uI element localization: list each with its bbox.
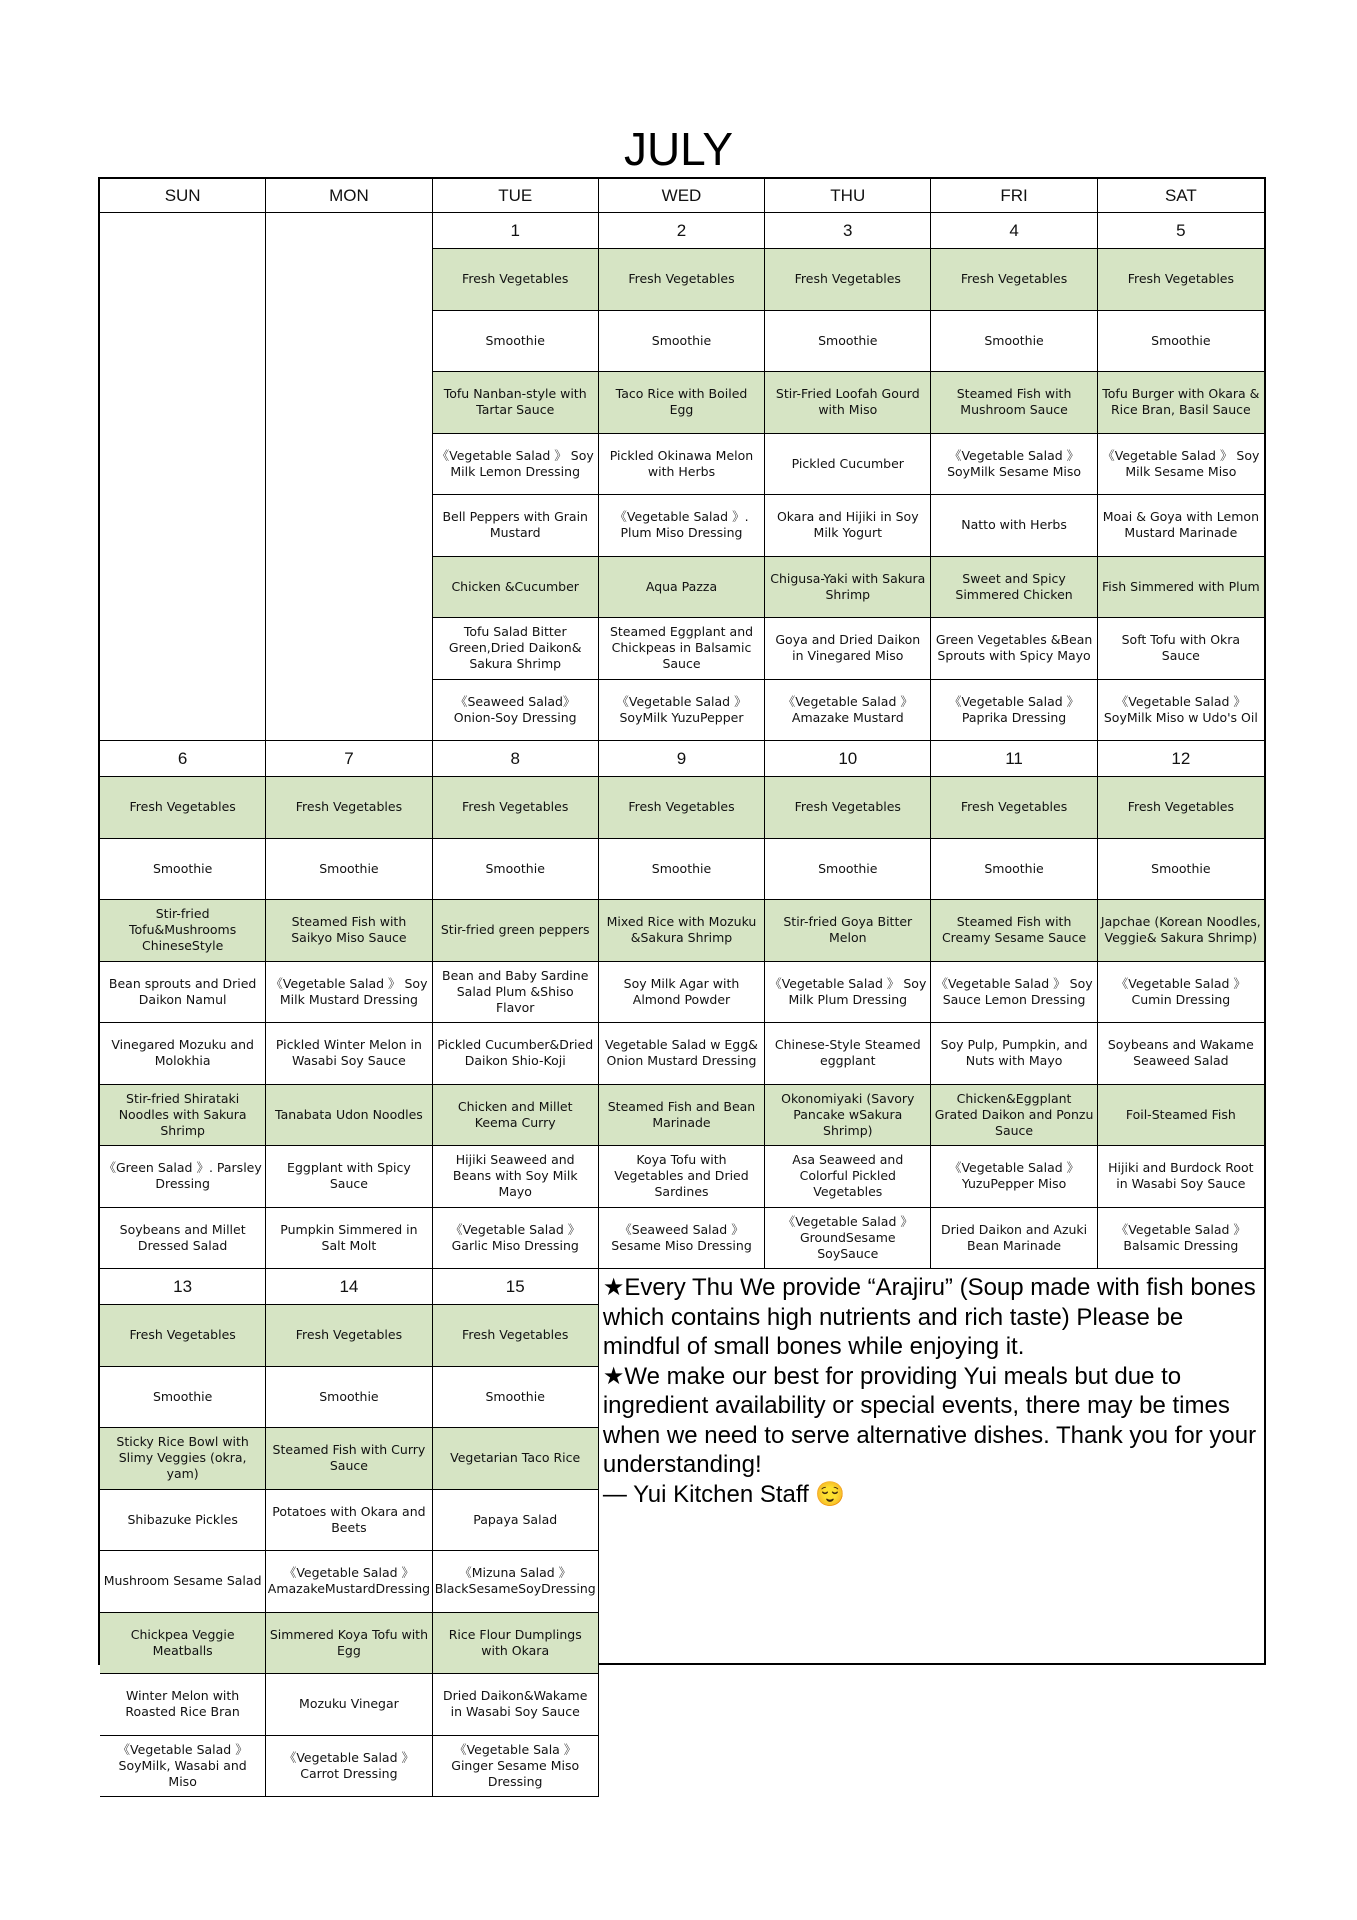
menu-item: Chicken&Eggplant Grated Daikon and Ponzu Sauce	[931, 1085, 1097, 1147]
menu-item: Tofu Salad Bitter Green,Dried Daikon& Sakura Shrimp	[433, 618, 599, 680]
menu-item: Shibazuke Pickles	[100, 1490, 266, 1552]
menu-item: Smoothie	[433, 839, 599, 901]
menu-item: Smoothie	[266, 839, 432, 901]
weekday-header-wed: WED	[599, 179, 765, 213]
menu-item: Tofu Nanban-style with Tartar Sauce	[433, 372, 599, 434]
weekday-header-fri: FRI	[931, 179, 1097, 213]
menu-item: Smoothie	[599, 839, 765, 901]
menu-item: Pumpkin Simmered in Salt Molt	[266, 1208, 432, 1270]
menu-item: Sweet and Spicy Simmered Chicken	[931, 557, 1097, 619]
menu-item: Soybeans and Wakame Seaweed Salad	[1098, 1023, 1264, 1085]
empty-day-cell	[266, 213, 432, 741]
menu-item: Fresh Vegetables	[1098, 249, 1264, 311]
menu-item: Moai & Goya with Lemon Mustard Marinade	[1098, 495, 1264, 557]
menu-item: 《Vegetable Salad 》 Soy Milk Mustard Dressing	[266, 962, 432, 1024]
menu-item: Fresh Vegetables	[100, 1305, 266, 1367]
day-number: 11	[931, 741, 1097, 777]
menu-item: 《Vegetable Salad 》. Plum Miso Dressing	[599, 495, 765, 557]
menu-item: Mushroom Sesame Salad	[100, 1551, 266, 1613]
menu-item: Steamed Fish with Curry Sauce	[266, 1428, 432, 1490]
menu-item: Fresh Vegetables	[266, 1305, 432, 1367]
menu-item: Fresh Vegetables	[433, 777, 599, 839]
menu-item: Fresh Vegetables	[931, 249, 1097, 311]
menu-item: Fresh Vegetables	[433, 249, 599, 311]
menu-item: 《Vegetable Salad 》 SoyMilk Sesame Miso	[931, 434, 1097, 496]
menu-item: 《Seaweed Salad 》 Sesame Miso Dressing	[599, 1208, 765, 1270]
menu-item: Vegetable Salad w Egg& Onion Mustard Dressing	[599, 1023, 765, 1085]
menu-item: Stir-Fried Loofah Gourd with Miso	[765, 372, 931, 434]
weekday-header-sun: SUN	[100, 179, 266, 213]
menu-item: Chicken and Millet Keema Curry	[433, 1085, 599, 1147]
menu-item: Pickled Cucumber	[765, 434, 931, 496]
menu-item: Fish Simmered with Plum	[1098, 557, 1264, 619]
menu-item: Sticky Rice Bowl with Slimy Veggies (okra, yam)	[100, 1428, 266, 1490]
menu-item: Tofu Burger with Okara & Rice Bran, Basil Sauce	[1098, 372, 1264, 434]
menu-item: 《Vegetable Salad 》 YuzuPepper Miso	[931, 1146, 1097, 1208]
menu-item: Vegetarian Taco Rice	[433, 1428, 599, 1490]
menu-item: Soybeans and Millet Dressed Salad	[100, 1208, 266, 1270]
menu-item: Steamed Fish and Bean Marinade	[599, 1085, 765, 1147]
menu-item: Hijiki and Burdock Root in Wasabi Soy Sauce	[1098, 1146, 1264, 1208]
menu-item: Pickled Winter Melon in Wasabi Soy Sauce	[266, 1023, 432, 1085]
menu-item: Mixed Rice with Mozuku &Sakura Shrimp	[599, 900, 765, 962]
menu-item: Koya Tofu with Vegetables and Dried Sardines	[599, 1146, 765, 1208]
day-number: 12	[1098, 741, 1264, 777]
menu-item: Potatoes with Okara and Beets	[266, 1490, 432, 1552]
menu-item: Vinegared Mozuku and Molokhia	[100, 1023, 266, 1085]
menu-item: Stir-fried green peppers	[433, 900, 599, 962]
menu-item: Smoothie	[433, 1367, 599, 1429]
menu-item: Dried Daikon and Azuki Bean Marinade	[931, 1208, 1097, 1270]
menu-item: Smoothie	[1098, 311, 1264, 373]
menu-item: Smoothie	[100, 1367, 266, 1429]
menu-item: Okonomiyaki (Savory Pancake wSakura Shrimp)	[765, 1085, 931, 1147]
menu-item: 《Vegetable Salad 》 SoyMilk Miso w Udo's Oil	[1098, 680, 1264, 742]
menu-item: 《Vegetable Salad 》 Balsamic Dressing	[1098, 1208, 1264, 1270]
menu-item: Steamed Eggplant and Chickpeas in Balsamic Sauce	[599, 618, 765, 680]
menu-item: 《Vegetable Salad 》 GroundSesame SoySauce	[765, 1208, 931, 1270]
day-number: 3	[765, 213, 931, 249]
menu-item: Foil-Steamed Fish	[1098, 1085, 1264, 1147]
weekday-header-tue: TUE	[433, 179, 599, 213]
menu-item: Japchae (Korean Noodles, Veggie& Sakura Shrimp)	[1098, 900, 1264, 962]
menu-item: Hijiki Seaweed and Beans with Soy Milk Mayo	[433, 1146, 599, 1208]
day-number: 5	[1098, 213, 1264, 249]
menu-item: Chicken &Cucumber	[433, 557, 599, 619]
day-number: 7	[266, 741, 432, 777]
day-number: 9	[599, 741, 765, 777]
menu-item: 《Green Salad 》. Parsley Dressing	[100, 1146, 266, 1208]
menu-item: Smoothie	[266, 1367, 432, 1429]
day-number: 2	[599, 213, 765, 249]
weekday-header-sat: SAT	[1098, 179, 1264, 213]
menu-item: 《Vegetable Salad 》 Soy Sauce Lemon Dressing	[931, 962, 1097, 1024]
menu-item: 《Vegetable Salad 》 Soy Milk Sesame Miso	[1098, 434, 1264, 496]
menu-item: 《Vegetable Salad 》 AmazakeMustardDressing	[266, 1551, 432, 1613]
menu-item: Fresh Vegetables	[266, 777, 432, 839]
day-number: 8	[433, 741, 599, 777]
menu-item: Soft Tofu with Okra Sauce	[1098, 618, 1264, 680]
weekday-header-thu: THU	[765, 179, 931, 213]
menu-item: Smoothie	[931, 839, 1097, 901]
note-arajiru: ★Every Thu We provide “Arajiru” (Soup made with fish bones which contains high nutrients and rich taste) Please be mindful of small bones while enjoying it.	[602, 1274, 1256, 1360]
menu-item: 《Vegetable Salad 》 Amazake Mustard	[765, 680, 931, 742]
menu-item: 《Vegetable Sala 》 Ginger Sesame Miso Dressing	[433, 1736, 599, 1798]
menu-item: Soy Milk Agar with Almond Powder	[599, 962, 765, 1024]
menu-item: Dried Daikon&Wakame in Wasabi Soy Sauce	[433, 1674, 599, 1736]
menu-item: 《Mizuna Salad 》 BlackSesameSoyDressing	[433, 1551, 599, 1613]
menu-item: Fresh Vegetables	[599, 777, 765, 839]
menu-item: 《Vegetable Salad 》 Garlic Miso Dressing	[433, 1208, 599, 1270]
day-number: 14	[266, 1269, 432, 1305]
menu-item: Natto with Herbs	[931, 495, 1097, 557]
month-title: JULY	[623, 123, 734, 175]
day-number: 13	[100, 1269, 266, 1305]
menu-item: Pickled Okinawa Melon with Herbs	[599, 434, 765, 496]
menu-item: Fresh Vegetables	[433, 1305, 599, 1367]
calendar-grid	[98, 177, 1266, 1789]
menu-item: Papaya Salad	[433, 1490, 599, 1552]
menu-item: Stir-fried Goya Bitter Melon	[765, 900, 931, 962]
menu-item: 《Seaweed Salad》 Onion-Soy Dressing	[433, 680, 599, 742]
menu-item: Taco Rice with Boiled Egg	[599, 372, 765, 434]
menu-item: 《Vegetable Salad 》 Soy Milk Plum Dressing	[765, 962, 931, 1024]
menu-item: Green Vegetables &Bean Sprouts with Spicy Mayo	[931, 618, 1097, 680]
menu-item: Bell Peppers with Grain Mustard	[433, 495, 599, 557]
menu-item: Fresh Vegetables	[765, 249, 931, 311]
menu-item: Fresh Vegetables	[100, 777, 266, 839]
menu-item: Bean and Baby Sardine Salad Plum &Shiso Flavor	[433, 962, 599, 1024]
menu-item: Steamed Fish with Saikyo Miso Sauce	[266, 900, 432, 962]
day-number: 1	[433, 213, 599, 249]
menu-item: Pickled Cucumber&Dried Daikon Shio-Koji	[433, 1023, 599, 1085]
menu-item: Winter Melon with Roasted Rice Bran	[100, 1674, 266, 1736]
day-number: 10	[765, 741, 931, 777]
menu-item: 《Vegetable Salad 》 Paprika Dressing	[931, 680, 1097, 742]
menu-item: 《Vegetable Salad 》 SoyMilk, Wasabi and Miso	[100, 1736, 266, 1798]
menu-item: Fresh Vegetables	[931, 777, 1097, 839]
menu-item: 《Vegetable Salad 》 Soy Milk Lemon Dressing	[433, 434, 599, 496]
menu-item: Chinese-Style Steamed eggplant	[765, 1023, 931, 1085]
menu-item: Smoothie	[931, 311, 1097, 373]
empty-day-cell	[100, 213, 266, 741]
menu-item: Mozuku Vinegar	[266, 1674, 432, 1736]
menu-item: Asa Seaweed and Colorful Pickled Vegetables	[765, 1146, 931, 1208]
day-number: 4	[931, 213, 1097, 249]
menu-item: Smoothie	[433, 311, 599, 373]
menu-item: Fresh Vegetables	[599, 249, 765, 311]
menu-item: Eggplant with Spicy Sauce	[266, 1146, 432, 1208]
menu-item: Simmered Koya Tofu with Egg	[266, 1613, 432, 1675]
day-number: 15	[433, 1269, 599, 1305]
menu-item: Fresh Vegetables	[1098, 777, 1264, 839]
note-alternatives: ★We make our best for providing Yui meals but due to ingredient availability or special events, there may be times when we need to serve alternative dishes. Thank you for your understanding!	[602, 1362, 1257, 1478]
menu-item: 《Vegetable Salad 》 Carrot Dressing	[266, 1736, 432, 1798]
menu-item: Steamed Fish with Creamy Sesame Sauce	[931, 900, 1097, 962]
menu-item: Smoothie	[765, 839, 931, 901]
menu-item: Steamed Fish with Mushroom Sauce	[931, 372, 1097, 434]
menu-item: Chickpea Veggie Meatballs	[100, 1613, 266, 1675]
menu-item: 《Vegetable Salad 》 SoyMilk YuzuPepper	[599, 680, 765, 742]
menu-item: Stir-fried Shirataki Noodles with Sakura Shrimp	[100, 1085, 266, 1147]
menu-item: Soy Pulp, Pumpkin, and Nuts with Mayo	[931, 1023, 1097, 1085]
menu-item: Rice Flour Dumplings with Okara	[433, 1613, 599, 1675]
menu-item: Smoothie	[100, 839, 266, 901]
menu-item: Aqua Pazza	[599, 557, 765, 619]
menu-item: Chigusa-Yaki with Sakura Shrimp	[765, 557, 931, 619]
menu-item: Tanabata Udon Noodles	[266, 1085, 432, 1147]
notes-box	[599, 1269, 1264, 1797]
day-number: 6	[100, 741, 266, 777]
menu-item: Okara and Hijiki in Soy Milk Yogurt	[765, 495, 931, 557]
menu-item: 《Vegetable Salad 》 Cumin Dressing	[1098, 962, 1264, 1024]
menu-item: Stir-fried Tofu&Mushrooms ChineseStyle	[100, 900, 266, 962]
menu-item: Smoothie	[1098, 839, 1264, 901]
menu-item: Smoothie	[599, 311, 765, 373]
menu-item: Bean sprouts and Dried Daikon Namul	[100, 962, 266, 1024]
menu-item: Smoothie	[765, 311, 931, 373]
menu-item: Fresh Vegetables	[765, 777, 931, 839]
weekday-header-mon: MON	[266, 179, 432, 213]
note-signature: — Yui Kitchen Staff 😌	[602, 1480, 846, 1508]
menu-item: Goya and Dried Daikon in Vinegared Miso	[765, 618, 931, 680]
